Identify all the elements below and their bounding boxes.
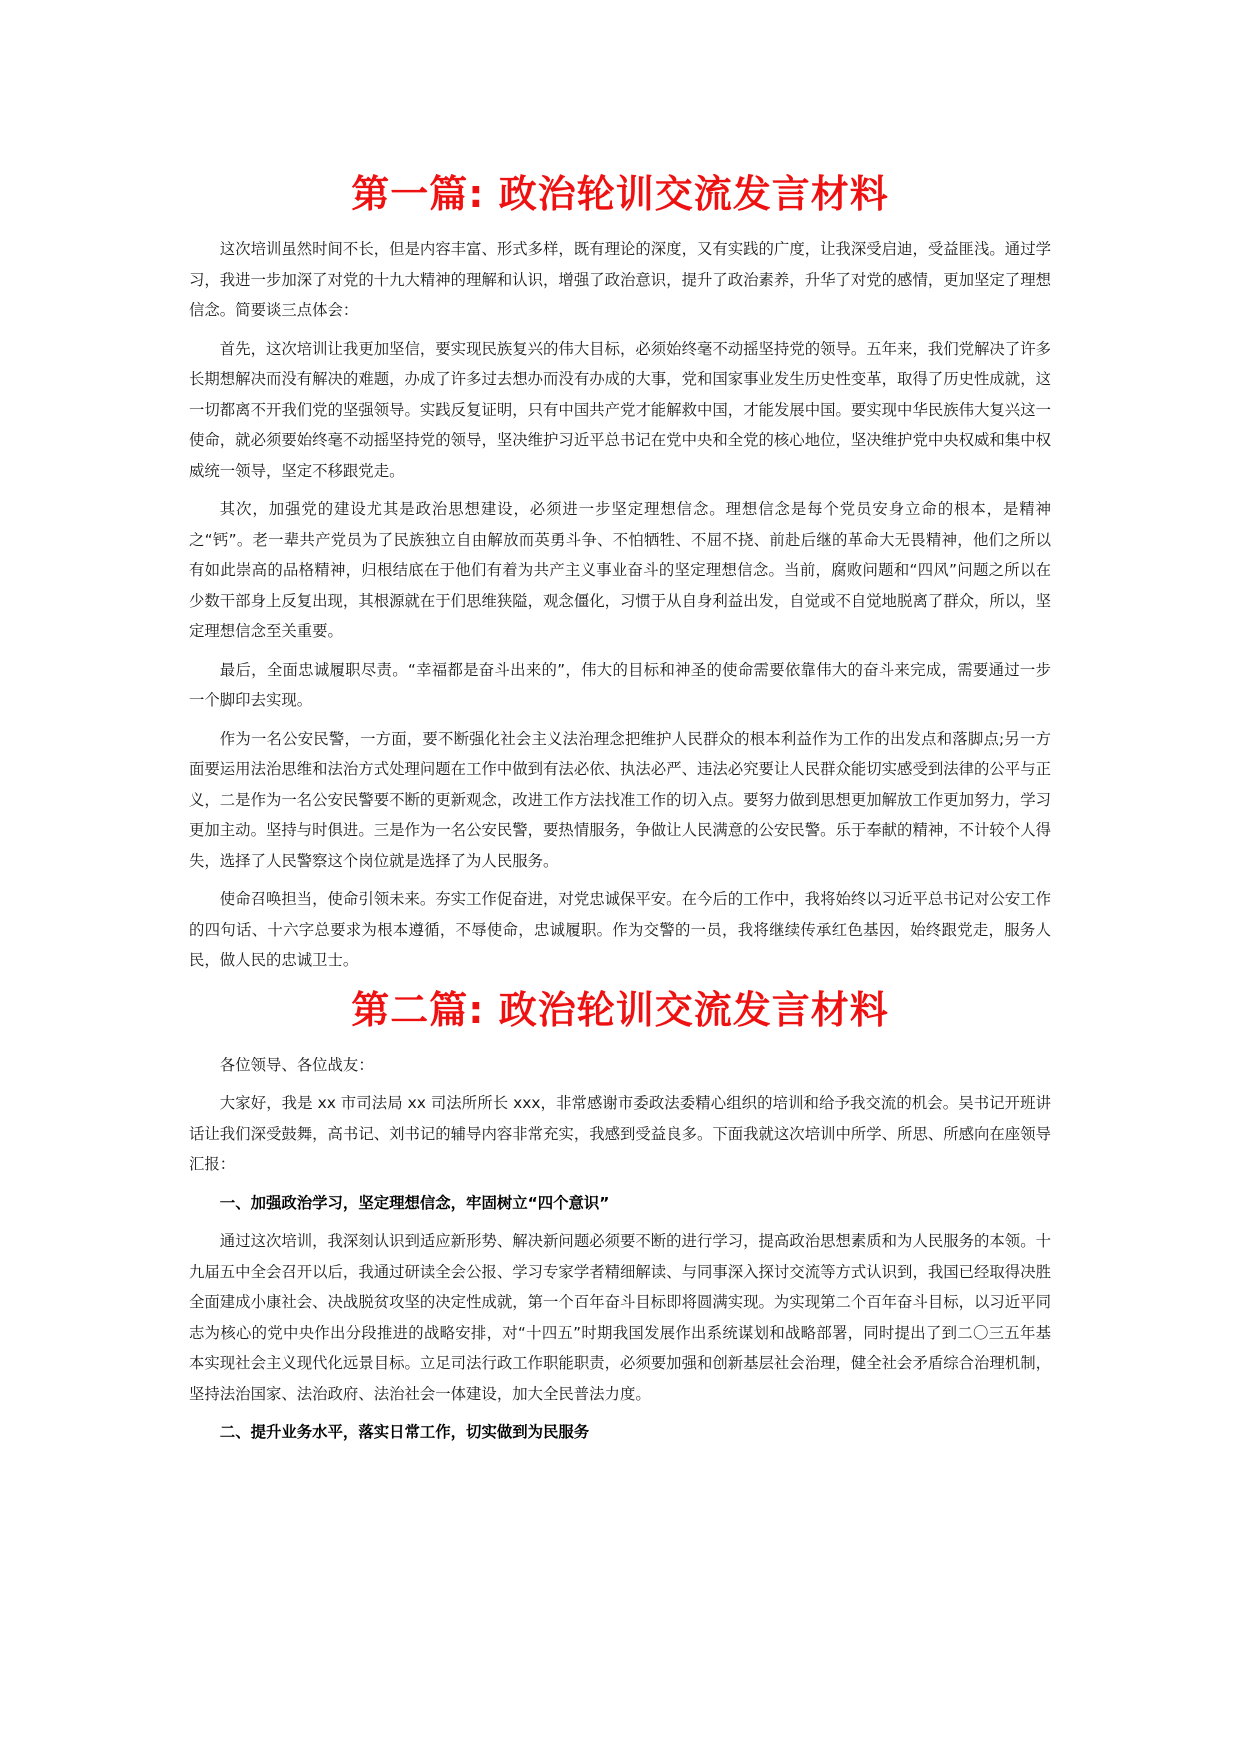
section2-heading-1: 一、加强政治学习，坚定理想信念，牢固树立“四个意识” <box>219 1193 610 1212</box>
section2-greeting: 各位领导、各位战友： <box>219 1055 374 1074</box>
section1-title: 第一篇: 政治轮训交流发言材料 <box>351 172 889 216</box>
section1-paragraph: 使命召唤担当，使命引领未来。夯实工作促奋进，对党忠诚保平安。在今后的工作中，我将始终以习近平总书记对公安工作的四句话、十六字总要求为根本遵循，不辱使命，忠诚履职。作为交警的一员，我将继续传承红色基因，始终跟党走，服务人民，做人民的忠诚卫士。 <box>189 890 1051 969</box>
section2-intro: 大家好，我是 xx 市司法局 xx 司法所所长 xxx，非常感谢市委政法委精心组织的培训和给予我交流的机会。吴书记开班讲话让我们深受鼓舞，高书记、刘书记的辅导内容非常充实，我感到受益良多。下面我就这次培训中所学、所思、所感向在座领导汇报： <box>189 1094 1051 1173</box>
section2-heading-2: 二、提升业务水平，落实日常工作，切实做到为民服务 <box>219 1423 590 1441</box>
section1-paragraph: 首先，这次培训让我更加坚信，要实现民族复兴的伟大目标，必须始终毫不动摇坚持党的领导。五年来，我们党解决了许多长期想解决而没有解决的难题，办成了许多过去想办而没有办成的大事，党和国家事业发生历史性变革，取得了历史性成就，这一切都离不开我们党的坚强领导。实践反复证明，只有中国共产党才能解救中国，才能发展中国。要实现中华民族伟大复兴这一使命，就必须要始终毫不动摇坚持党的领导，坚决维护习近平总书记在党中央和全党的核心地位，坚决维护党中央权威和集中权威统一领导，坚定不移跟党走。 <box>189 339 1051 480</box>
section2-title: 第二篇: 政治轮训交流发言材料 <box>351 987 889 1032</box>
section1-paragraph: 其次，加强党的建设尤其是政治思想建设，必须进一步坚定理想信念。理想信念是每个党员安身立命的根本，是精神之“钙”。老一辈共产党员为了民族独立自由解放而英勇斗争、不怕牺牲、不屈不挠、前赴后继的革命大无畏精神，他们之所以有如此崇高的品格精神，归根结底在于他们有着为共产主义事业奋斗的坚定理想信念。当前，腐败问题和“四风”问题之所以在少数干部身上反复出现，其根源就在于们思维狭隘，观念僵化，习惯于从自身利益出发，自觉或不自觉地脱离了群众，所以，坚定理想信念至关重要。 <box>189 500 1051 640</box>
section2-body-1: 通过这次培训，我深刻认识到适应新形势、解决新问题必须要不断的进行学习，提高政治思想素质和为人民服务的本领。十九届五中全会召开以后，我通过研读全会公报、学习专家学者精细解读、与同事深入探讨交流等方式认识到，我国已经取得决胜全面建成小康社会、决战脱贫攻坚的决定性成就，第一个百年奋斗目标即将圆满实现。为实现第二个百年奋斗目标，以习近平同志为核心的党中央作出分段推进的战略安排，对“十四五”时期我国发展作出系统谋划和战略部署，同时提出了到二〇三五年基本实现社会主义现代化远景目标。立足司法行政工作职能职责，必须要加强和创新基层社会治理，健全社会矛盾综合治理机制，坚持法治国家、法治政府、法治社会一体建设，加大全民普法力度。 <box>189 1232 1051 1403</box>
section1-paragraph: 最后，全面忠诚履职尽责。“幸福都是奋斗出来的”，伟大的目标和神圣的使命需要依靠伟大的奋斗来完成，需要通过一步一个脚印去实现。 <box>189 660 1051 709</box>
section1-paragraph: 作为一名公安民警，一方面，要不断强化社会主义法治理念把维护人民群众的根本利益作为工作的出发点和落脚点;另一方面要运用法治思维和法治方式处理问题在工作中做到有法必依、执法必严、违法必究要让人民群众能切实感受到法律的公平与正义，二是作为一名公安民警要不断的更新观念，改进工作方法找准工作的切入点。要努力做到思想更加解放工作更加努力，学习更加主动。坚持与时俱进。三是作为一名公安民警，要热情服务，争做让人民满意的公安民警。乐于奉献的精神，不计较个人得失，选择了人民警察这个岗位就是选择了为人民服务。 <box>189 729 1051 870</box>
section1-paragraph: 这次培训虽然时间不长，但是内容丰富、形式多样，既有理论的深度，又有实践的广度，让我深受启迪，受益匪浅。通过学习，我进一步加深了对党的十九大精神的理解和认识，增强了政治意识，提升了政治素养，升华了对党的感情，更加坚定了理想信念。简要谈三点体会： <box>189 240 1051 319</box>
document-content <box>189 168 1051 1456</box>
